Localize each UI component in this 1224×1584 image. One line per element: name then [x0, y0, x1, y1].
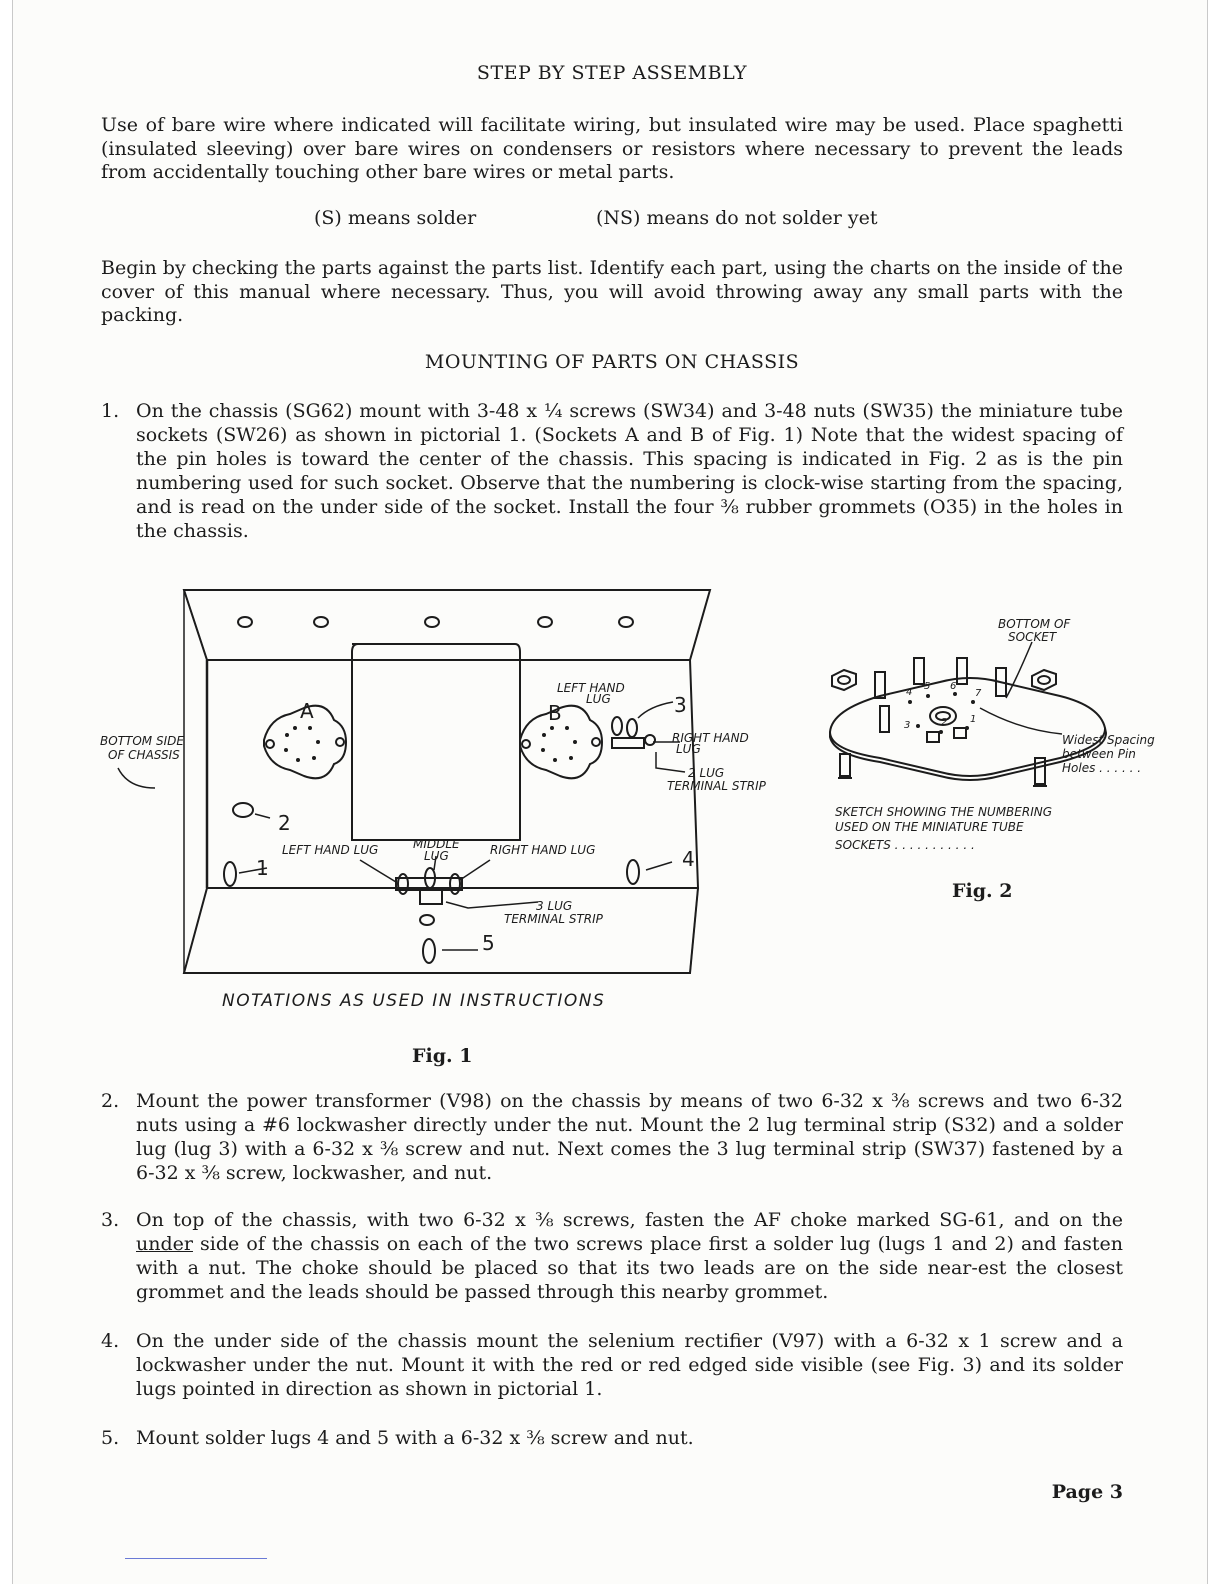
label-socket: SOCKET: [1008, 630, 1057, 644]
three-lug-terminal-strip: [396, 868, 462, 904]
label-lug-5: 5: [482, 931, 495, 955]
chassis-left-edge: [184, 590, 207, 973]
intro-paragraph: Use of bare wire where indicated will facilitate wiring, but insulated wire may be used. Place spaghetti (insulated sleeving) over bare wires on condensers or resistors where necessary to prevent the leads from accidentally touching other bare wires or metal parts.: [101, 114, 1123, 183]
pin-number-1: 1: [970, 714, 977, 725]
scan-artifact-line: [125, 1558, 267, 1559]
mounting-screws: [838, 754, 1047, 786]
step-number: 1.: [101, 400, 120, 422]
socket-pin-holes: [284, 726, 577, 762]
label-sketch-line-3: SOCKETS . . . . . . . . . . .: [835, 838, 975, 852]
begin-paragraph: Begin by checking the parts against the parts list. Identify each part, using the charts on the inside of the cover of this manual where necessary. Thus, you will avoid throwing away any small parts with the packing.: [101, 257, 1123, 326]
legend-no-solder: (NS) means do not solder yet: [596, 207, 878, 229]
step-text-part: side of the chassis on each of the two screws place first a solder lug (lugs 1 and 2) and fasten with a nut. The choke should be placed so that its two leads are on the side near-est the closest grommet and the leads should be passed through this nearby grommet.: [136, 1233, 1123, 1303]
label-lug: LUG: [586, 692, 611, 706]
fig1-caption: Fig. 1: [412, 1045, 473, 1067]
solder-lug-4: [627, 860, 639, 884]
page-number: Page 3: [1051, 1481, 1123, 1503]
step-text: On the chassis (SG62) mount with 3-48 x ¼ screws (SW34) and 3-48 nuts (SW35) the miniature tube sockets (SW26) as shown in pictorial 1. (Sockets A and B of Fig. 1) Note that the widest spacing of the pin holes is toward the center of the chassis. This spacing is indicated in Fig. 2 as is the pin numbering used for such socket. Observe that the numbering is clock-wise starting from the spacing, and is read on the under side of the socket. Install the four ⅜ rubber grommets (O35) in the holes in the chassis.: [136, 400, 1123, 542]
step-1: [101, 399, 1123, 543]
pin-number-3: 3: [904, 720, 911, 731]
label-right-hand-lug: RIGHT HAND LUG: [490, 843, 596, 857]
grommet-holes: [238, 617, 633, 627]
label-bottom-of: BOTTOM OF: [998, 617, 1071, 631]
step-text: On the under side of the chassis mount the selenium rectifier (V97) with a 6-32 x 1 screw and a lockwasher under the nut. Mount it with the red or red edged side visible (see Fig. 3) and its solder lugs pointed in direction as shown in pictorial 1.: [136, 1330, 1123, 1400]
label-lug-3: 3: [674, 693, 687, 717]
label-of-chassis: OF CHASSIS: [108, 748, 180, 762]
step-3: [101, 1208, 1123, 1304]
label-three-lug: 3 LUG: [536, 899, 573, 913]
step-5: [101, 1426, 1123, 1450]
label-terminal-strip: TERMINAL STRIP: [504, 912, 603, 926]
socket-pin-lugs: [875, 658, 1006, 742]
label-socket-a: A: [300, 699, 314, 723]
label-left-hand-lug: LEFT HAND LUG: [282, 843, 379, 857]
label-left-hand-lug-top: LEFT HAND: [557, 681, 625, 695]
step-number: 3.: [101, 1209, 120, 1231]
solder-lug-2: [233, 803, 253, 817]
label-middle-lug: LUG: [424, 849, 449, 863]
label-bottom-side: BOTTOM SIDE: [100, 734, 184, 748]
label-between-pin: between Pin: [1062, 747, 1136, 761]
step-text-part: On top of the chassis, with two 6-32 x ⅜ screws, fasten the AF choke marked SG-61, and on the: [136, 1209, 1123, 1231]
section-title: MOUNTING OF PARTS ON CHASSIS: [424, 351, 800, 373]
two-lug-terminal-strip: [612, 717, 655, 748]
step-text: Mount solder lugs 4 and 5 with a 6-32 x ⅜ screw and nut.: [136, 1427, 694, 1449]
label-holes: Holes . . . . . .: [1062, 761, 1142, 775]
label-lug-2: 2: [278, 811, 291, 835]
label-terminal-strip: TERMINAL STRIP: [667, 779, 766, 793]
page-title: STEP BY STEP ASSEMBLY: [476, 62, 748, 84]
label-two-lug: 2 LUG: [688, 766, 725, 780]
figure-2-socket-sketch: [810, 610, 1190, 860]
fig2-caption: Fig. 2: [952, 880, 1013, 902]
solder-lug-5: [420, 915, 435, 963]
fig1-notation: NOTATIONS AS USED IN INSTRUCTIONS: [222, 991, 606, 1011]
step-number: 5.: [101, 1427, 120, 1449]
pin-number-7: 7: [975, 688, 982, 699]
label-lug-1: 1: [256, 856, 269, 880]
pin-number-2: 2: [941, 717, 948, 728]
label-sketch-line-1: SKETCH SHOWING THE NUMBERING: [835, 805, 1053, 819]
step-2: [101, 1089, 1123, 1185]
step-number: 2.: [101, 1090, 120, 1112]
label-right-hand-lug-top: RIGHT HAND: [672, 731, 749, 745]
pin-number-5: 5: [924, 681, 931, 692]
figure-1-chassis-diagram: [90, 578, 800, 982]
legend-solder: (S) means solder: [314, 207, 477, 229]
label-middle: MIDDLE: [413, 837, 460, 851]
solder-lug-1: [224, 862, 236, 886]
step-text: Mount the power transformer (V98) on the chassis by means of two 6-32 x ⅜ screws and two 6-32 nuts using a #6 lockwasher directly under the nut. Mount the 2 lug terminal strip (S32) and a solder lug (lug 3) with a 6-32 x ⅜ screw and nut. Next comes the 3 lug terminal strip (SW37) fastened by a 6-32 x ⅜ screw, lockwasher, and nut.: [136, 1090, 1123, 1184]
step-text-underlined: under: [136, 1233, 193, 1255]
pin-number-4: 4: [906, 687, 913, 698]
step-text: [136, 1208, 1123, 1304]
label-lug-4: 4: [682, 847, 695, 871]
step-4: [101, 1329, 1123, 1401]
label-widest-spacing: Widest Spacing: [1062, 733, 1155, 747]
label-lug: LUG: [676, 742, 701, 756]
choke-outline: [352, 644, 520, 840]
label-socket-b: B: [548, 701, 562, 725]
step-number: 4.: [101, 1330, 120, 1352]
label-sketch-line-2: USED ON THE MINIATURE TUBE: [835, 820, 1024, 834]
pin-number-6: 6: [950, 681, 957, 692]
